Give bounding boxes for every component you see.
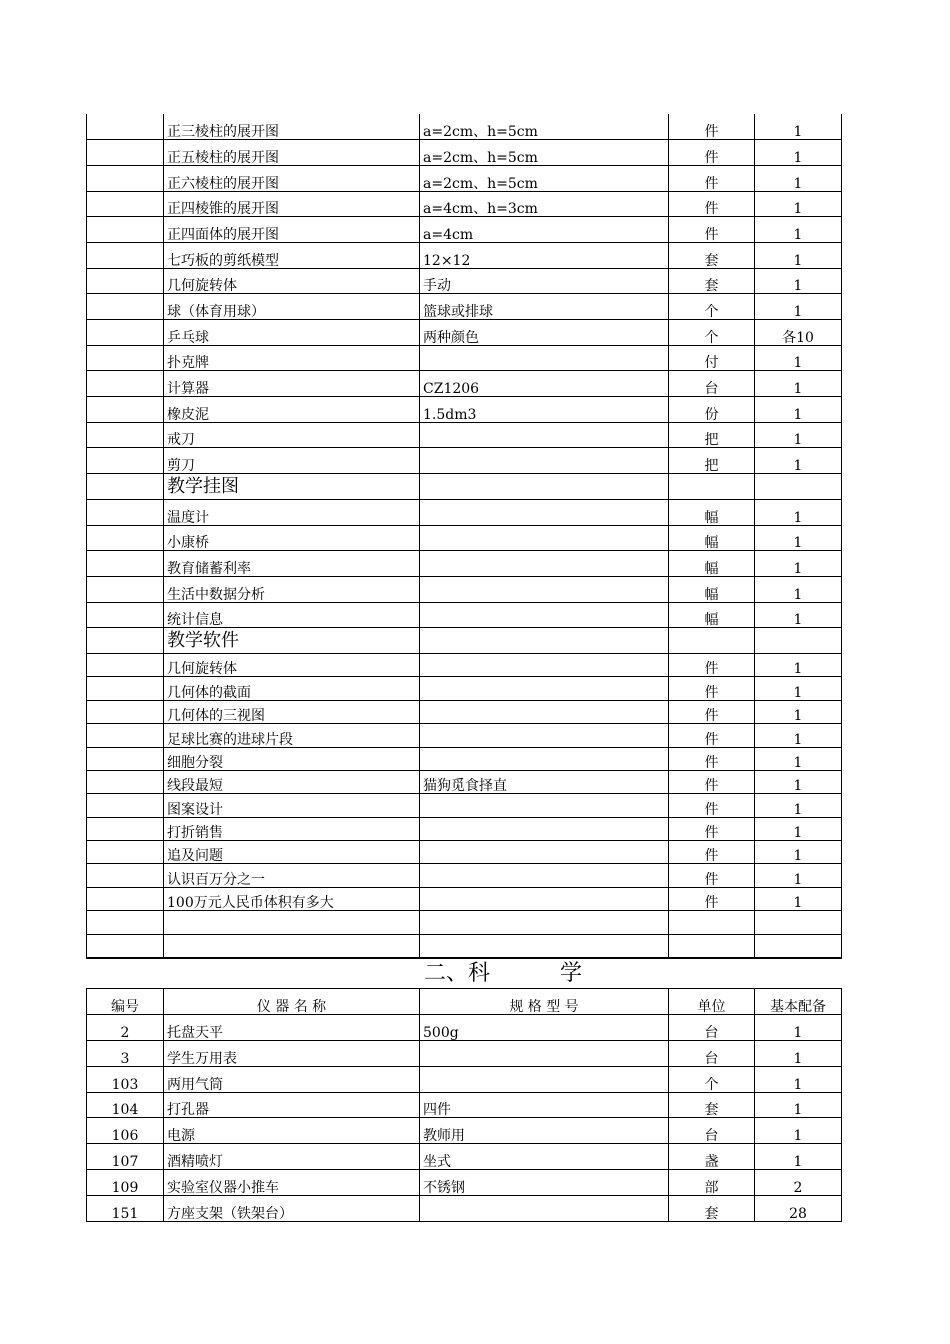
item-name: 足球比赛的进球片段 xyxy=(164,724,420,747)
item-qty: 1 xyxy=(755,191,842,217)
item-spec: a=4cm xyxy=(420,217,669,243)
item-qty: 28 xyxy=(755,1196,842,1222)
table-row xyxy=(87,268,842,294)
section-heading-wall-charts: 教学挂图 xyxy=(164,474,420,500)
item-qty: 1 xyxy=(755,653,842,676)
item-spec: a=2cm、h=5cm xyxy=(420,140,669,166)
item-no: 109 xyxy=(87,1170,164,1196)
item-name: 正六棱柱的展开图 xyxy=(164,165,420,191)
item-spec: 四件 xyxy=(420,1092,669,1118)
section-title-science: 二、科 学 xyxy=(424,961,583,986)
table-row xyxy=(87,1170,842,1196)
item-qty: 1 xyxy=(755,217,842,243)
item-qty: 1 xyxy=(755,794,842,817)
item-name: 几何体的三视图 xyxy=(164,700,420,723)
item-qty: 1 xyxy=(755,770,842,793)
table-row xyxy=(87,653,842,676)
item-name: 正四面体的展开图 xyxy=(164,217,420,243)
item-qty: 1 xyxy=(755,1118,842,1144)
equipment-table-upper xyxy=(86,114,842,959)
item-qty: 1 xyxy=(755,1144,842,1170)
item-name: 电源 xyxy=(164,1118,420,1144)
item-spec: 坐式 xyxy=(420,1144,669,1170)
item-unit: 套 xyxy=(669,1196,755,1222)
header-qty: 基本配备 xyxy=(755,989,842,1015)
item-unit: 部 xyxy=(669,1170,755,1196)
item-qty: 1 xyxy=(755,294,842,320)
item-qty: 1 xyxy=(755,165,842,191)
item-spec: 教师用 xyxy=(420,1118,669,1144)
item-no: 3 xyxy=(87,1040,164,1066)
item-no: 106 xyxy=(87,1118,164,1144)
table-row xyxy=(87,817,842,840)
item-name: 方座支架（铁架台） xyxy=(164,1196,420,1222)
item-spec xyxy=(420,448,669,474)
item-qty: 1 xyxy=(755,268,842,294)
header-no: 编号 xyxy=(87,989,164,1015)
table-row xyxy=(87,114,842,140)
item-no: 104 xyxy=(87,1092,164,1118)
table-row xyxy=(87,677,842,700)
empty-row xyxy=(87,911,842,934)
item-spec xyxy=(420,345,669,371)
item-unit: 盏 xyxy=(669,1144,755,1170)
equipment-table-science xyxy=(86,988,842,1222)
item-qty: 1 xyxy=(755,887,842,910)
item-spec xyxy=(420,887,669,910)
item-spec xyxy=(420,422,669,448)
table-row xyxy=(87,1118,842,1144)
item-spec xyxy=(420,1196,669,1222)
item-unit: 件 xyxy=(669,794,755,817)
table-row xyxy=(87,1092,842,1118)
item-name: 酒精喷灯 xyxy=(164,1144,420,1170)
item-unit: 把 xyxy=(669,448,755,474)
empty-row xyxy=(87,934,842,957)
item-spec xyxy=(420,700,669,723)
table-row xyxy=(87,371,842,397)
table-row xyxy=(87,294,842,320)
item-no: 151 xyxy=(87,1196,164,1222)
item-name: 橡皮泥 xyxy=(164,397,420,423)
table-row xyxy=(87,576,842,602)
item-qty: 1 xyxy=(755,525,842,551)
item-unit: 个 xyxy=(669,1066,755,1092)
item-name: 打孔器 xyxy=(164,1092,420,1118)
item-name: 剪刀 xyxy=(164,448,420,474)
item-unit: 件 xyxy=(669,770,755,793)
item-unit: 个 xyxy=(669,320,755,346)
item-unit: 付 xyxy=(669,345,755,371)
item-unit: 幅 xyxy=(669,499,755,525)
item-name: 认识百万分之一 xyxy=(164,864,420,887)
item-name: 线段最短 xyxy=(164,770,420,793)
item-unit: 套 xyxy=(669,242,755,268)
item-unit: 件 xyxy=(669,864,755,887)
table-row xyxy=(87,448,842,474)
table-row xyxy=(87,1144,842,1170)
item-spec xyxy=(420,817,669,840)
item-name: 正五棱柱的展开图 xyxy=(164,140,420,166)
item-unit: 件 xyxy=(669,817,755,840)
item-spec: 篮球或排球 xyxy=(420,294,669,320)
item-unit: 件 xyxy=(669,724,755,747)
item-no: 2 xyxy=(87,1014,164,1040)
item-spec: 不锈钢 xyxy=(420,1170,669,1196)
item-qty: 1 xyxy=(755,864,842,887)
item-name: 生活中数据分析 xyxy=(164,576,420,602)
item-qty: 1 xyxy=(755,397,842,423)
item-unit: 台 xyxy=(669,1040,755,1066)
item-spec xyxy=(420,1066,669,1092)
table-row xyxy=(87,422,842,448)
header-unit: 单位 xyxy=(669,989,755,1015)
table-row xyxy=(87,191,842,217)
table-row xyxy=(87,841,842,864)
table-row xyxy=(87,345,842,371)
item-unit: 件 xyxy=(669,217,755,243)
item-name: 扑克牌 xyxy=(164,345,420,371)
item-name: 几何旋转体 xyxy=(164,653,420,676)
item-unit: 幅 xyxy=(669,602,755,628)
item-qty: 1 xyxy=(755,371,842,397)
table-row xyxy=(87,140,842,166)
table-row xyxy=(87,1040,842,1066)
item-qty: 1 xyxy=(755,747,842,770)
table-row xyxy=(87,887,842,910)
section-header-row xyxy=(87,628,842,654)
item-name: 小康桥 xyxy=(164,525,420,551)
header-name: 仪 器 名 称 xyxy=(164,989,420,1015)
section-heading-software: 教学软件 xyxy=(164,628,420,654)
item-unit: 幅 xyxy=(669,576,755,602)
item-qty: 1 xyxy=(755,817,842,840)
item-spec: 两种颜色 xyxy=(420,320,669,346)
table-row xyxy=(87,551,842,577)
item-no: 103 xyxy=(87,1066,164,1092)
item-spec xyxy=(420,677,669,700)
item-qty: 1 xyxy=(755,724,842,747)
table-row xyxy=(87,499,842,525)
item-name: 几何体的截面 xyxy=(164,677,420,700)
item-qty: 1 xyxy=(755,677,842,700)
item-unit: 件 xyxy=(669,114,755,140)
item-name: 学生万用表 xyxy=(164,1040,420,1066)
table-row xyxy=(87,242,842,268)
item-unit: 件 xyxy=(669,887,755,910)
table-row xyxy=(87,1196,842,1222)
item-spec: 12×12 xyxy=(420,242,669,268)
item-name: 温度计 xyxy=(164,499,420,525)
item-name: 球（体育用球） xyxy=(164,294,420,320)
item-qty: 1 xyxy=(755,1040,842,1066)
table-row xyxy=(87,397,842,423)
item-spec xyxy=(420,794,669,817)
item-unit: 件 xyxy=(669,841,755,864)
item-unit: 台 xyxy=(669,1014,755,1040)
table-row xyxy=(87,217,842,243)
item-qty: 1 xyxy=(755,499,842,525)
item-qty: 1 xyxy=(755,140,842,166)
item-name: 100万元人民币体积有多大 xyxy=(164,887,420,910)
table-row xyxy=(87,602,842,628)
item-qty: 1 xyxy=(755,1066,842,1092)
item-unit: 件 xyxy=(669,700,755,723)
table-row xyxy=(87,864,842,887)
item-name: 追及问题 xyxy=(164,841,420,864)
item-name: 两用气筒 xyxy=(164,1066,420,1092)
item-qty: 1 xyxy=(755,576,842,602)
item-unit: 套 xyxy=(669,268,755,294)
table-row xyxy=(87,1066,842,1092)
item-spec: a=4cm、h=3cm xyxy=(420,191,669,217)
item-name: 几何旋转体 xyxy=(164,268,420,294)
item-spec: a=2cm、h=5cm xyxy=(420,165,669,191)
item-spec xyxy=(420,1040,669,1066)
item-name: 托盘天平 xyxy=(164,1014,420,1040)
item-spec xyxy=(420,841,669,864)
item-unit: 个 xyxy=(669,294,755,320)
item-name: 正四棱锥的展开图 xyxy=(164,191,420,217)
table-row xyxy=(87,770,842,793)
item-unit: 份 xyxy=(669,397,755,423)
item-spec xyxy=(420,864,669,887)
item-qty: 1 xyxy=(755,345,842,371)
item-name: 打折销售 xyxy=(164,817,420,840)
item-qty: 1 xyxy=(755,700,842,723)
item-spec: 猫狗觅食择直 xyxy=(420,770,669,793)
item-unit: 件 xyxy=(669,140,755,166)
item-qty: 1 xyxy=(755,242,842,268)
item-qty: 2 xyxy=(755,1170,842,1196)
item-name: 实验室仪器小推车 xyxy=(164,1170,420,1196)
item-unit: 件 xyxy=(669,165,755,191)
table-row xyxy=(87,700,842,723)
header-spec: 规 格 型 号 xyxy=(420,989,669,1015)
table-row xyxy=(87,320,842,346)
item-name: 教育储蓄利率 xyxy=(164,551,420,577)
table-row xyxy=(87,724,842,747)
item-spec xyxy=(420,653,669,676)
item-spec xyxy=(420,747,669,770)
item-name: 细胞分裂 xyxy=(164,747,420,770)
item-unit: 件 xyxy=(669,191,755,217)
item-qty: 1 xyxy=(755,114,842,140)
table-row xyxy=(87,525,842,551)
item-qty: 各10 xyxy=(755,320,842,346)
table-row xyxy=(87,794,842,817)
item-name: 计算器 xyxy=(164,371,420,397)
item-unit: 件 xyxy=(669,677,755,700)
item-spec: 1.5dm3 xyxy=(420,397,669,423)
item-qty: 1 xyxy=(755,1092,842,1118)
item-qty: 1 xyxy=(755,551,842,577)
item-unit: 台 xyxy=(669,1118,755,1144)
item-name: 正三棱柱的展开图 xyxy=(164,114,420,140)
item-qty: 1 xyxy=(755,602,842,628)
item-qty: 1 xyxy=(755,841,842,864)
item-name: 图案设计 xyxy=(164,794,420,817)
item-name: 七巧板的剪纸模型 xyxy=(164,242,420,268)
item-spec xyxy=(420,724,669,747)
item-qty: 1 xyxy=(755,422,842,448)
item-unit: 把 xyxy=(669,422,755,448)
item-unit: 套 xyxy=(669,1092,755,1118)
item-no: 107 xyxy=(87,1144,164,1170)
item-unit: 件 xyxy=(669,653,755,676)
item-name: 统计信息 xyxy=(164,602,420,628)
item-qty: 1 xyxy=(755,1014,842,1040)
item-unit: 件 xyxy=(669,747,755,770)
item-unit: 幅 xyxy=(669,551,755,577)
table-row xyxy=(87,1014,842,1040)
item-name: 戒刀 xyxy=(164,422,420,448)
item-spec: 500g xyxy=(420,1014,669,1040)
item-unit: 台 xyxy=(669,371,755,397)
table-header-row xyxy=(87,989,842,1015)
item-qty: 1 xyxy=(755,448,842,474)
section-header-row xyxy=(87,474,842,500)
item-spec: a=2cm、h=5cm xyxy=(420,114,669,140)
table-row xyxy=(87,165,842,191)
table-row xyxy=(87,747,842,770)
item-unit: 幅 xyxy=(669,525,755,551)
item-name: 乒乓球 xyxy=(164,320,420,346)
item-spec: 手动 xyxy=(420,268,669,294)
item-spec: CZ1206 xyxy=(420,371,669,397)
